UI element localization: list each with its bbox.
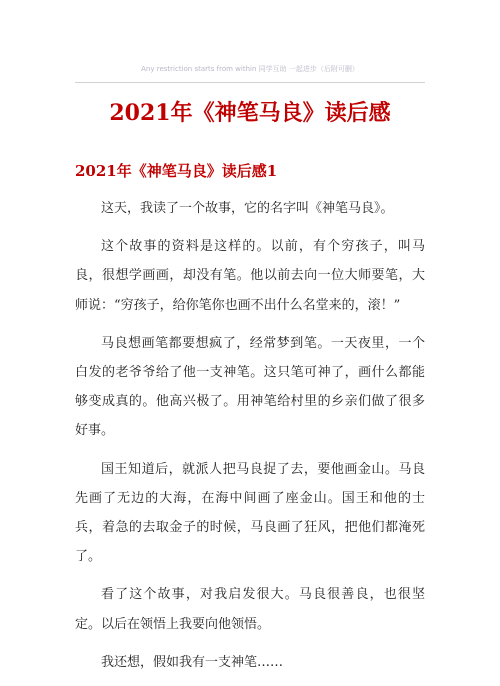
section-heading: 2021年《神笔马良》读后感1: [75, 162, 278, 180]
paragraph: 这个故事的资料是这样的。以前，有个穷孩子，叫马良，很想学画画，却没有笔。他以前去向一位大师要笔，大师说：“穷孩子，给你笔你也画不出什么名堂来的，滚！”: [75, 239, 425, 313]
document-title: 2021年《神笔马良》读后感: [109, 100, 391, 126]
document-body: [75, 194, 425, 686]
paragraph: 这天，我读了一个故事，它的名字叫《神笔马良》。: [101, 201, 394, 216]
paragraph: 我还想，假如我有一支神笔……: [101, 654, 284, 670]
header-watermark: Any restriction starts from within 同学互助 一起进步（后附可删）: [141, 65, 359, 73]
header-divider: [75, 82, 425, 83]
paragraph: 马良想画笔都要想疯了，经常梦到笔。一天夜里，一个白发的老爷爷给了他一支神笔。这只笔可神了，画什么都能够变成真的。他高兴极了。用神笔给村里的乡亲们做了很多好事。: [75, 335, 425, 439]
paragraph: 看了这个故事，对我启发很大。马良很善良，也很坚定。以后在领悟上我要向他领悟。: [75, 587, 425, 632]
paragraph: 国王知道后，就派人把马良捉了去，要他画金山。马良先画了无边的大海，在海中间画了座金山。国王和他的士兵，着急的去取金子的时候，马良画了狂风，把他们都淹死了。: [75, 461, 425, 565]
